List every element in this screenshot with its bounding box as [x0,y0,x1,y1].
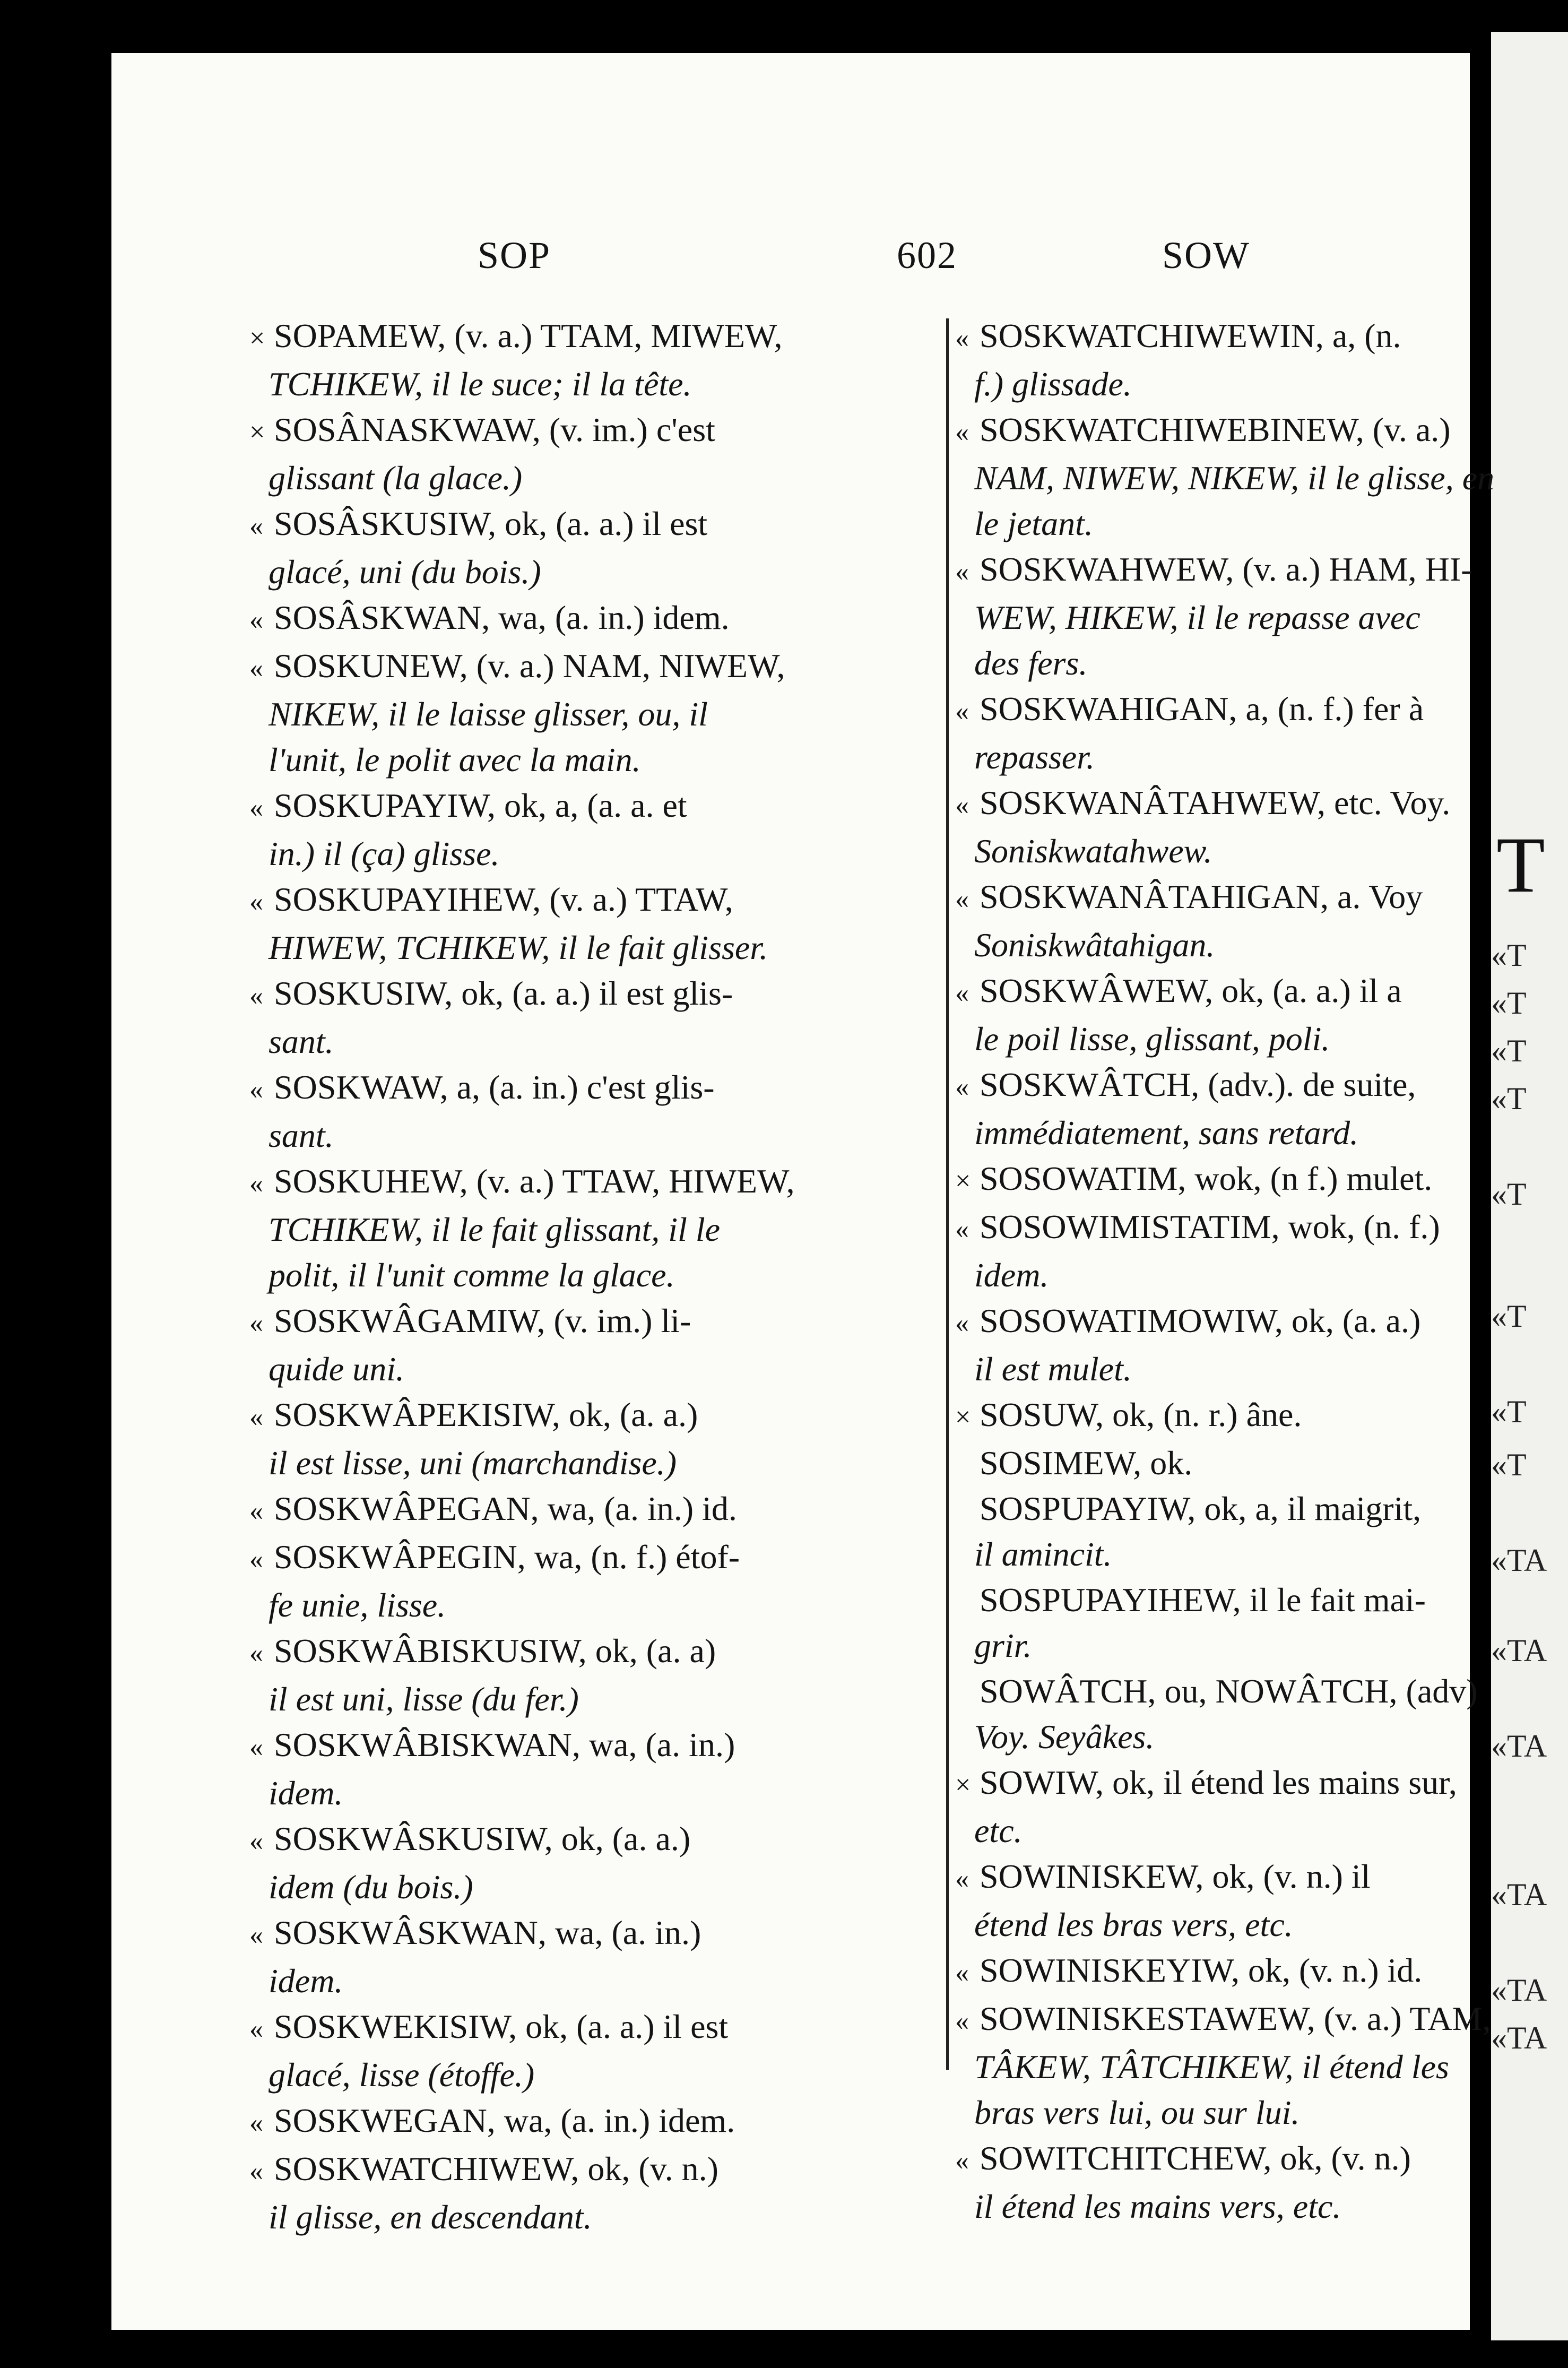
entry-headword-line: SOPAMEW, (v. a.) TTAM, MIWEW, [274,317,783,355]
entry-definition-line: HIWEW, TCHIKEW, il le fait glisser. [268,929,768,966]
entry-marker: « [955,1214,969,1245]
entry-definition-line: TCHIKEW, il le fait glissant, il le [268,1211,721,1248]
adjacent-line: «T [1491,1033,1527,1068]
entry-definition-line: glacé, uni (du bois.) [268,553,541,591]
dictionary-entry [955,1760,1518,1854]
adjacent-line: «T [1491,986,1527,1021]
entry-headword-line: SOSKUSIW, ok, (a. a.) il est glis- [274,974,733,1012]
dictionary-entry [955,1392,1518,1440]
adjacent-line: «T [1491,1447,1527,1482]
entry-marker: « [955,1958,969,1988]
adjacent-line: «T [1491,1299,1527,1334]
entry-marker: « [249,1638,263,1669]
dictionary-entry [955,1156,1518,1204]
dictionary-entry [955,1440,1518,1486]
entry-definition-line: idem. [268,1774,343,1812]
entry-definition-line: NAM, NIWEW, NIKEW, il le glisse, en [974,459,1495,497]
entry-marker: × [955,1402,971,1432]
entry-marker: « [955,1864,969,1894]
adjacent-line: «TA [1491,2020,1547,2055]
dictionary-entry [955,686,1518,780]
entry-definition-line: le jetant. [974,505,1093,542]
entry-marker: « [249,887,263,917]
entry-headword-line: SOSÂSKUSIW, ok, (a. a.) il est [274,505,708,542]
dictionary-entry [955,1062,1518,1156]
entry-headword-line: SOSKWÂBISKUSIW, ok, (a. a) [274,1632,716,1670]
dictionary-entry [955,1204,1518,1298]
entry-marker: « [249,1308,263,1338]
entry-marker: « [955,1072,969,1102]
entry-marker: « [249,2014,263,2044]
adjacent-line: «T [1491,1177,1527,1212]
entry-definition-line: Soniskwatahwew. [974,832,1212,870]
running-head-left: SOP [478,234,551,276]
entry-definition-line: il est lisse, uni (marchandise.) [268,1444,677,1482]
entry-marker: « [249,511,263,541]
entry-headword-line: SOSÂNASKWAW, (v. im.) c'est [274,411,715,448]
entry-headword-line: SOSKWÂPEKISIW, ok, (a. a.) [274,1396,698,1433]
dictionary-entry [955,407,1518,547]
adjacent-line: «TA [1491,1633,1547,1668]
entry-definition-line: il étend les mains vers, etc. [974,2188,1341,2225]
dictionary-entry [249,2004,812,2098]
entry-headword-line: SOSKWÂPEGAN, wa, (a. in.) id. [274,1490,737,1527]
entry-headword-line: SOWIW, ok, il étend les mains sur, [980,1764,1457,1801]
entry-marker: « [955,884,969,914]
entry-headword-line: SOSOWIMISTATIM, wok, (n. f.) [980,1208,1440,1246]
entry-definition-line: le poil lisse, glissant, poli. [974,1020,1330,1058]
entry-headword-line: SOSKWATCHIWEBINEW, (v. a.) [980,411,1451,448]
dictionary-entry [249,501,812,595]
dictionary-entry [955,547,1518,686]
entry-marker: « [249,981,263,1011]
entry-definition-line: sant. [268,1023,334,1060]
entry-marker: « [955,790,969,820]
entry-marker: « [249,653,263,684]
entry-marker: × [249,323,265,353]
entry-marker: « [249,605,263,635]
dictionary-entry [249,1298,812,1392]
dictionary-entry [955,1486,1518,1577]
entry-definition-line: repasser. [974,738,1095,776]
dictionary-entry [249,1534,812,1628]
dictionary-entry [249,1816,812,1910]
entry-definition-line: glissant (la glace.) [268,459,523,497]
entry-definition-line: étend les bras vers, etc. [974,1906,1293,1943]
dictionary-entry [955,780,1518,874]
dictionary-entry [955,968,1518,1062]
dictionary-entry [249,595,812,643]
entry-headword-line: SOSOWATIMOWIW, ok, (a. a.) [980,1302,1421,1339]
entry-marker: « [955,2006,969,2036]
entry-headword-line: SOSKWÂSKWAN, wa, (a. in.) [274,1914,701,1951]
entry-headword-line: SOWINISKESTAWEW, (v. a.) TAM, [980,2000,1491,2037]
dictionary-entry [249,1910,812,2004]
entry-marker: « [249,2108,263,2138]
adjacent-line: «TA [1491,1543,1547,1578]
entry-headword-line: SOSOWATIM, wok, (n f.) mulet. [980,1160,1433,1197]
entry-marker: « [249,1544,263,1575]
entry-headword-line: SOSKUNEW, (v. a.) NAM, NIWEW, [274,647,785,685]
entry-definition-line: NIKEW, il le laisse glisser, ou, il [268,695,708,733]
entry-marker: « [955,557,969,587]
entry-marker: « [955,696,969,727]
adjacent-line: «T [1491,938,1527,973]
dictionary-entry [249,971,812,1065]
entry-headword-line: SOSPUPAYIHEW, il le fait mai- [980,1581,1426,1619]
entry-headword-line: SOSKWÂWEW, ok, (a. a.) il a [980,972,1402,1009]
dictionary-entry [249,1065,812,1159]
entry-definition-line: in.) il (ça) glisse. [268,835,500,872]
entry-definition-line: WEW, HIKEW, il le repasse avec [974,599,1420,636]
entry-headword-line: SOSPUPAYIW, ok, a, il maigrit, [980,1490,1422,1527]
dictionary-entry [955,1669,1518,1760]
entry-headword-line: SOWINISKEYIW, ok, (v. n.) id. [980,1951,1423,1989]
dictionary-entry [955,2136,1518,2229]
entry-headword-line: SOSKWAW, a, (a. in.) c'est glis- [274,1068,715,1106]
dictionary-entry [249,877,812,971]
entry-definition-line: Soniskwâtahigan. [974,926,1215,964]
entry-headword-line: SOSKUHEW, (v. a.) TTAW, HIWEW, [274,1162,795,1200]
entry-definition-line: idem. [974,1256,1049,1294]
dictionary-entry [249,1392,812,1486]
entry-definition-line: TCHIKEW, il le suce; il la tête. [268,365,692,403]
dictionary-entry [955,1298,1518,1392]
entry-marker: × [249,417,265,447]
entry-marker: « [249,1826,263,1856]
running-head-right: SOW [1162,234,1250,276]
entry-marker: × [955,1166,971,1196]
dictionary-entry [955,874,1518,968]
entry-definition-line: idem. [268,1962,343,2000]
entry-headword-line: SOSIMEW, ok. [980,1444,1193,1482]
entry-headword-line: SOSKWAHWEW, (v. a.) HAM, HI- [980,550,1472,588]
entry-marker: « [955,2146,969,2176]
entry-definition-line: des fers. [974,644,1088,682]
entry-marker: « [249,1920,263,1950]
entry-marker: « [249,2156,263,2186]
entry-definition-line: etc. [974,1812,1023,1850]
dictionary-entry [955,1996,1518,2136]
entry-definition-line: il amincit. [974,1535,1112,1573]
entry-definition-line: glacé, lisse (étoffe.) [268,2056,535,2094]
entry-headword-line: SOSKWÂSKUSIW, ok, (a. a.) [274,1820,691,1857]
dictionary-entry [955,1854,1518,1948]
page-number: 602 [897,234,957,276]
dictionary-entry [249,1722,812,1816]
dictionary-entry [955,1577,1518,1669]
adjacent-line: «TA [1491,1973,1547,2008]
entry-marker: « [249,1496,263,1526]
entry-definition-line: l'unit, le polit avec la main. [268,741,641,779]
entry-headword-line: SOSUW, ok, (n. r.) âne. [980,1396,1302,1433]
entry-headword-line: SOSKWEGAN, wa, (a. in.) idem. [274,2102,735,2139]
dictionary-entry [249,313,812,407]
dictionary-entry [249,407,812,501]
entry-headword-line: SOSKUPAYIW, ok, a, (a. a. et [274,787,687,824]
entry-headword-line: SOSKWAHIGAN, a, (n. f.) fer à [980,690,1424,728]
entry-headword-line: SOWÂTCH, ou, NOWÂTCH, (adv) [980,1672,1478,1710]
entry-definition-line: polit, il l'unit comme la glace. [268,1256,675,1294]
dictionary-entry [249,643,812,783]
entry-marker: « [955,1308,969,1338]
entry-definition-line: immédiatement, sans retard. [974,1114,1359,1152]
entry-headword-line: SOSKWATCHIWEWIN, a, (n. [980,317,1401,355]
entry-headword-line: SOSKWÂTCH, (adv.). de suite, [980,1066,1416,1103]
entry-definition-line: il glisse, en descendant. [268,2198,592,2236]
entry-marker: « [249,1402,263,1432]
entry-headword-line: SOSKWÂPEGIN, wa, (n. f.) étof- [274,1538,740,1576]
entry-headword-line: SOWINISKEW, ok, (v. n.) il [980,1857,1371,1895]
entry-headword-line: SOWITCHITCHEW, ok, (v. n.) [980,2139,1411,2177]
entry-definition-line: bras vers lui, ou sur lui. [974,2094,1300,2131]
entry-headword-line: SOSKUPAYIHEW, (v. a.) TTAW, [274,880,733,918]
entry-definition-line: TÂKEW, TÂTCHIKEW, il étend les [974,2048,1449,2086]
entry-headword-line: SOSKWÂBISKWAN, wa, (a. in.) [274,1726,735,1764]
adjacent-line: «T [1491,1081,1527,1116]
dictionary-entry [249,783,812,877]
entry-definition-line: il est mulet. [974,1350,1132,1388]
entry-marker: « [249,1732,263,1762]
column-divider [946,318,949,2070]
entry-marker: « [249,1169,263,1199]
dictionary-entry [955,313,1518,407]
adjacent-line: «TA [1491,1729,1547,1764]
entry-marker: « [955,323,969,353]
adjacent-line: «TA [1491,1877,1547,1912]
adjacent-page-letter: T [1496,821,1545,909]
entry-definition-line: Voy. Seyâkes. [974,1718,1155,1756]
dictionary-entry [249,1486,812,1534]
entry-definition-line: il est uni, lisse (du fer.) [268,1680,579,1718]
entry-marker: « [249,1075,263,1105]
entry-definition-line: f.) glissade. [974,365,1132,403]
entry-definition-line: idem (du bois.) [268,1868,473,1906]
entry-headword-line: SOSKWANÂTAHWEW, etc. Voy. [980,784,1451,822]
entry-definition-line: fe unie, lisse. [268,1586,446,1624]
entry-definition-line: quide uni. [268,1350,404,1388]
dictionary-entry [249,1628,812,1722]
entry-headword-line: SOSÂSKWAN, wa, (a. in.) idem. [274,599,730,636]
dictionary-entry [249,2098,812,2146]
entry-headword-line: SOSKWEKISIW, ok, (a. a.) il est [274,2008,729,2045]
entry-headword-line: SOSKWANÂTAHIGAN, a. Voy [980,878,1423,915]
entry-definition-line: sant. [268,1117,334,1154]
dictionary-entry [249,1159,812,1298]
left-column [249,313,812,2240]
adjacent-line: «T [1491,1394,1527,1429]
right-column [955,313,1518,2229]
entry-marker: « [955,978,969,1008]
entry-headword-line: SOSKWATCHIWEW, ok, (v. n.) [274,2150,718,2188]
dictionary-entry [249,2146,812,2240]
entry-marker: × [955,1770,971,1800]
entry-headword-line: SOSKWÂGAMIW, (v. im.) li- [274,1302,691,1339]
entry-definition-line: grir. [974,1627,1032,1664]
entry-marker: « [955,417,969,447]
entry-marker: « [249,793,263,823]
dictionary-entry [955,1948,1518,1996]
